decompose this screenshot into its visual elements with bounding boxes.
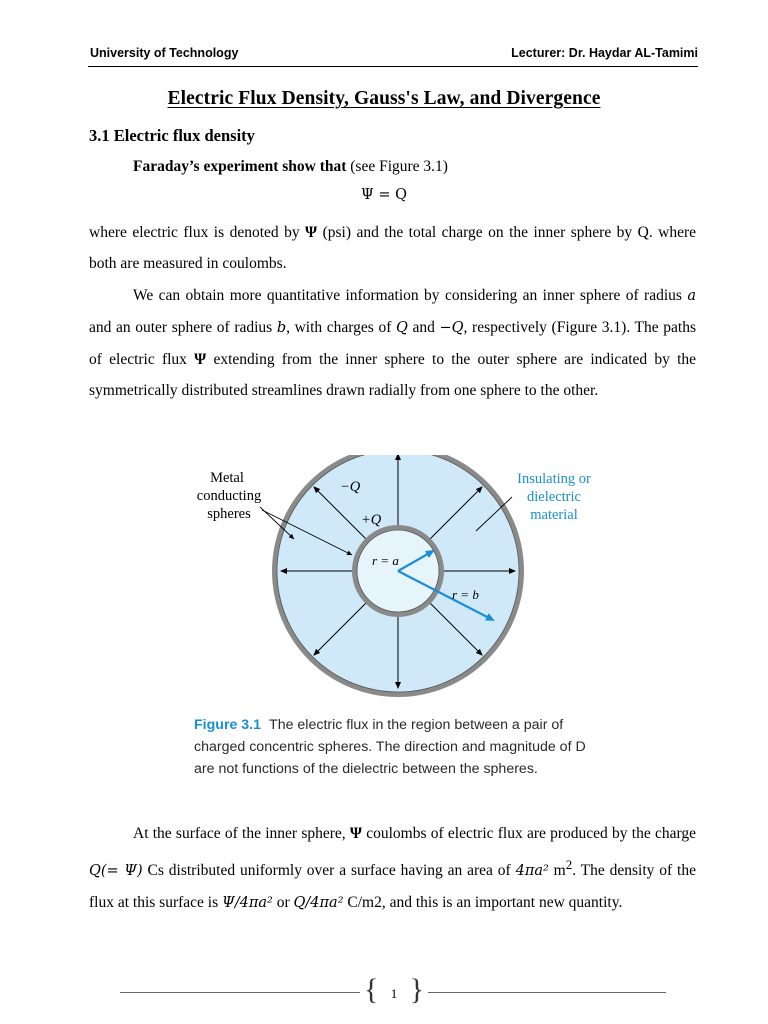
label-insulating-1: Insulating or	[517, 471, 591, 487]
paragraph-2	[89, 280, 696, 406]
p2-psi: Ψ	[194, 351, 207, 368]
caption-label: Figure 3.1	[194, 717, 262, 733]
label-r-b: r = b	[452, 587, 479, 602]
page-bracket-left: {	[364, 973, 379, 1006]
p3-psi: Ψ	[349, 825, 362, 842]
p3-text-6: or	[272, 894, 294, 912]
figure-concentric-spheres	[180, 455, 620, 715]
p3-q-eq: Q(= Ψ)	[89, 863, 143, 880]
p2-text-4: and	[407, 319, 440, 336]
figure-caption	[194, 714, 604, 780]
label-metal-3: spheres	[207, 506, 251, 522]
p2-text-5: , respectively (Figure 3.1). The paths of electric flux	[89, 319, 696, 368]
p3-area: 4πa²	[515, 863, 549, 880]
header-rule	[88, 66, 698, 67]
label-metal-1: Metal	[210, 470, 244, 486]
p1-text-1: where electric flux is denoted by	[89, 224, 306, 241]
page-number-value: 1	[390, 986, 398, 1001]
section-heading: 3.1 Electric flux density	[89, 126, 255, 145]
p2-b: b	[276, 320, 287, 336]
p2-text-2: and an outer sphere of radius	[89, 319, 277, 336]
p3-text-2: coulombs of electric flux are produced by the charge	[362, 825, 696, 842]
p1-text-2: (psi) and the total charge on the inner sphere by Q. where both are measured in coulombs.	[89, 224, 697, 272]
header-university: University of Technology	[90, 46, 239, 60]
footer-rule-right	[428, 992, 666, 993]
faraday-line	[133, 158, 448, 176]
label-neg-q: −Q	[340, 479, 361, 495]
p3-text-7: C/m2, and this is an important new quantity.	[343, 894, 623, 912]
page-number	[362, 973, 426, 1006]
p3-text-1: At the surface of the inner sphere,	[133, 825, 350, 842]
label-insulating-3: material	[530, 507, 578, 523]
page-header	[88, 44, 698, 66]
label-r-a: r = a	[372, 553, 399, 568]
p2-text-6: extending from the inner sphere to the outer sphere are indicated by the symmetrically distributed streamlines drawn radially from one sphere to the other.	[89, 351, 696, 399]
label-metal-2: conducting	[196, 488, 262, 504]
page-title: Electric Flux Density, Gauss's Law, and Divergence	[167, 88, 601, 109]
p3-sup: 2	[565, 857, 573, 872]
label-pos-q: +Q	[361, 512, 382, 528]
paragraph-3	[89, 818, 696, 919]
equation-psi-q: Ψ = Q	[361, 187, 407, 203]
p3-text-4: m	[548, 862, 566, 880]
p3-density-2: Q/4πa²	[293, 895, 344, 912]
p2-text-3: , with charges of	[286, 319, 396, 336]
page-bracket-right: }	[409, 973, 424, 1006]
p2-a: a	[687, 288, 696, 304]
p3-text-5: . The density of the flux at this surface is	[89, 862, 696, 912]
p2-q: Q	[395, 320, 408, 336]
p2-text-1: We can obtain more quantitative information by considering an inner sphere of radius	[133, 287, 688, 304]
header-lecturer: Lecturer: Dr. Haydar AL-Tamimi	[511, 46, 698, 60]
footer-rule-left	[120, 992, 360, 993]
faraday-bold: Faraday’s experiment show that	[133, 158, 347, 175]
spheres-diagram	[180, 455, 620, 715]
label-insulating-2: dielectric	[527, 489, 581, 505]
p1-psi: Ψ	[305, 224, 318, 241]
p3-text-3: Cs distributed uniformly over a surface having an area of	[142, 862, 516, 880]
caption-text: The electric flux in the region between a pair of charged concentric spheres. The direction and magnitude of D are not functions of the dielectric between the spheres.	[194, 717, 586, 777]
p3-density-1: Ψ/4πa²	[222, 895, 273, 912]
p2-neg-q: −Q	[439, 320, 464, 336]
paragraph-1	[89, 217, 696, 279]
faraday-ref: (see Figure 3.1)	[346, 158, 448, 175]
